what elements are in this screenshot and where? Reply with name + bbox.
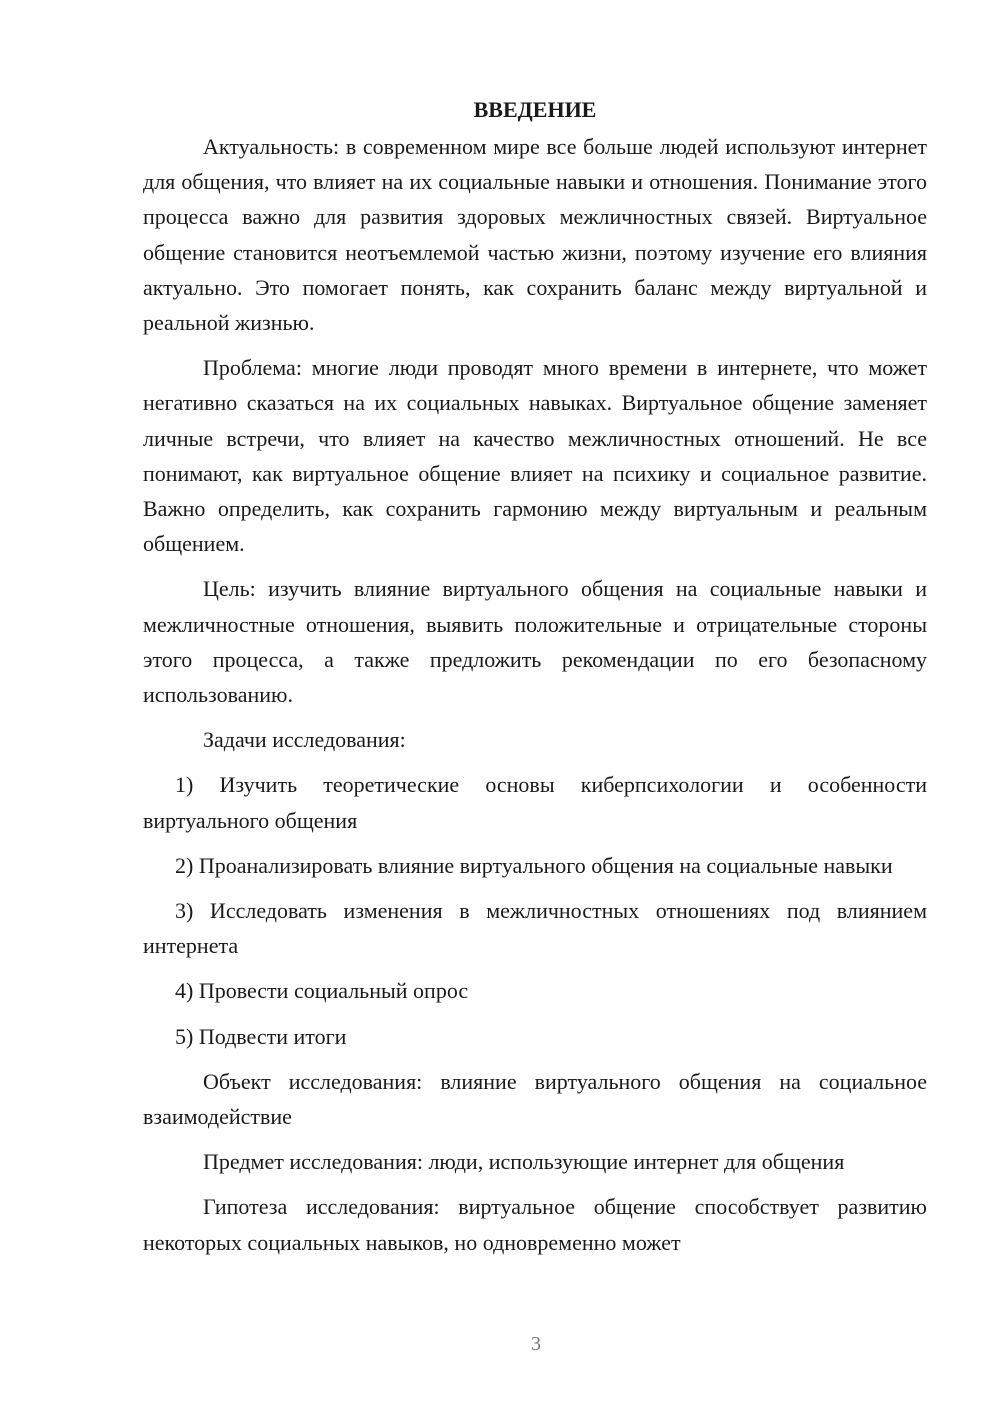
task-item: 1) Изучить теоретические основы киберпсихологии и особенности виртуального общения xyxy=(143,772,927,833)
task-item: 2) Проанализировать влияние виртуального общения на социальные навыки xyxy=(175,852,893,878)
hypothesis-paragraph: Гипотеза исследования: виртуальное общение способствует развитию некоторых социальных навыков, но одновременно может xyxy=(143,1194,927,1255)
object-paragraph: Объект исследования: влияние виртуального общения на социальное взаимодействие xyxy=(143,1068,927,1130)
goal-paragraph: Цель: изучить влияние виртуального общения на социальные навыки и межличностные отношения, выявить положительные и отрицательные стороны этого процесса, а также предложить рекомендации по его безопасному использованию. xyxy=(143,576,927,708)
task-item: 4) Провести социальный опрос xyxy=(175,978,469,1004)
problem-paragraph: Проблема: многие люди проводят много времени в интернете, что может негативно сказаться на их социальных навыках. Виртуальное общение заменяет личные встречи, что влияет на качество межличностных отношений. Не все понимают, как виртуальное общение влияет на психику и социальное развитие. Важно определить, как сохранить гармонию между виртуальным и реальным общением. xyxy=(143,355,927,557)
tasks-heading: Задачи исследования: xyxy=(203,727,406,753)
task-item: 3) Исследовать изменения в межличностных отношениях под влиянием интернета xyxy=(143,898,927,959)
relevance-paragraph: Актуальность: в современном мире все больше людей используют интернет для общения, что влияет на их социальные навыки и отношения. Понимание этого процесса важно для развития здоровых межличностных связей. Виртуальное общение становится неотъемлемой частью жизни, поэтому изучение его влияния актуально. Это помогает понять, как сохранить баланс между виртуальной и реальной жизнью. xyxy=(143,134,927,336)
section-title: ВВЕДЕНИЕ xyxy=(473,97,597,122)
document-page xyxy=(143,92,927,1270)
task-item: 5) Подвести итоги xyxy=(175,1023,347,1049)
page-number: 3 xyxy=(531,1333,541,1355)
subject-paragraph: Предмет исследования: люди, использующие интернет для общения xyxy=(203,1149,845,1175)
